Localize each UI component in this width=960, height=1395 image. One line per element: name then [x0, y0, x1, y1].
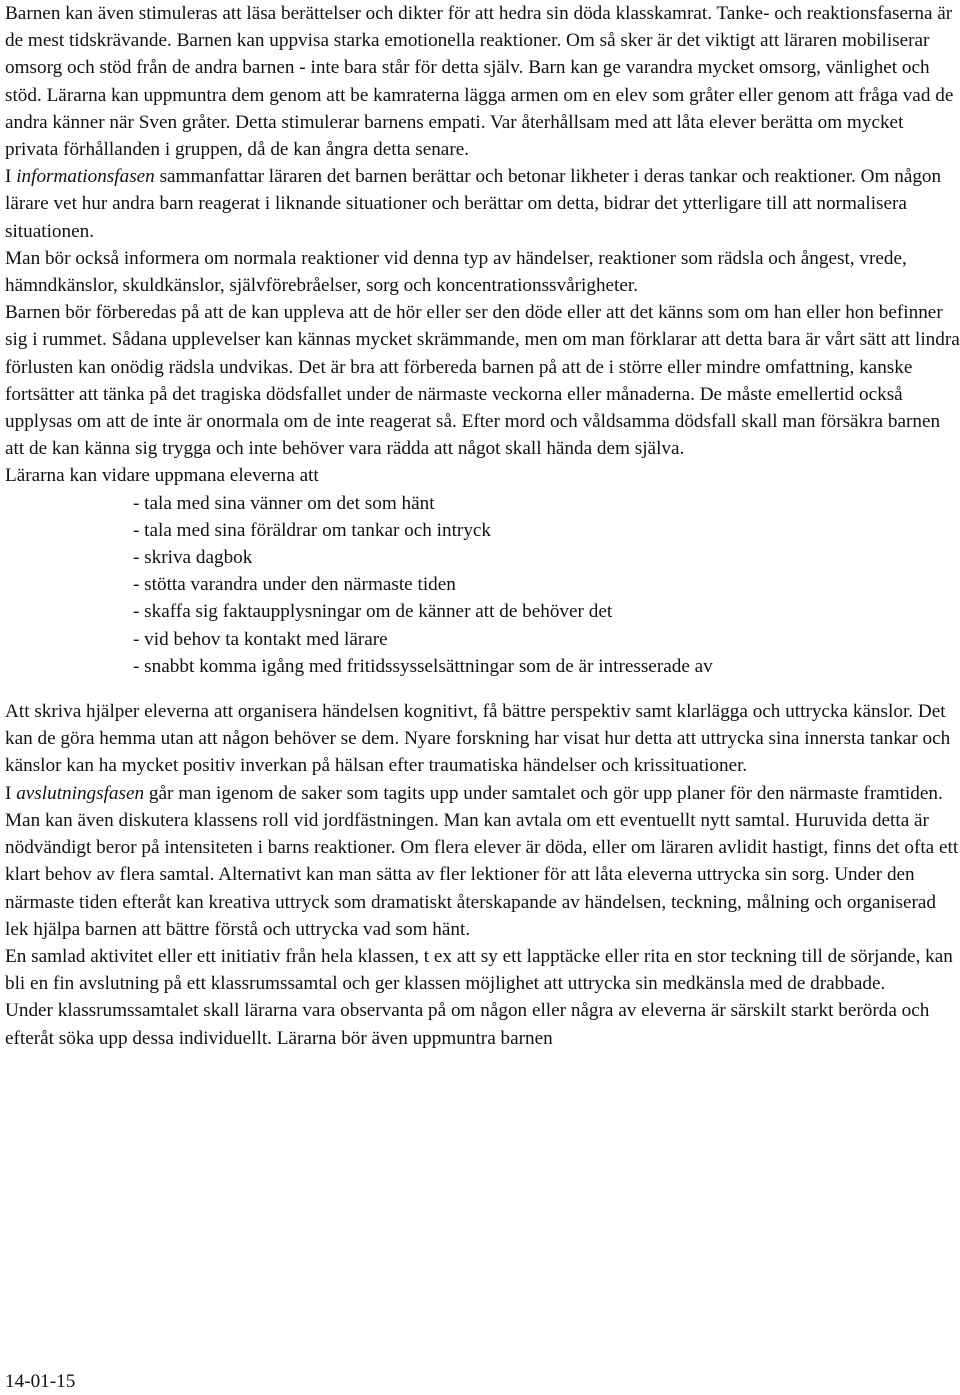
paragraph-class-activity: En samlad aktivitet eller ett initiativ från hela klassen, t ex att sy ett lapptäcke eller rita en stor teckning till de sörjande, kan bli en fin avslutning på ett klassrumssamtal och ger klassen möjlighet att uttrycka sin medkänsla med de drabbade.: [5, 945, 953, 995]
footer-date: 14-01-15: [5, 1371, 76, 1392]
paragraph-information-phase: [5, 163, 960, 245]
list-item: - skriva dagbok: [133, 547, 253, 569]
paragraph-list-intro: Lärarna kan vidare uppmana eleverna att: [5, 465, 319, 487]
term-avslutningsfasen: avslutningsfasen: [16, 782, 145, 804]
paragraph-prefix: I: [5, 782, 17, 804]
list-item: - tala med sina föräldrar om tankar och intryck: [133, 519, 492, 541]
list-item: - tala med sina vänner om det som hänt: [133, 492, 435, 514]
paragraph-body: går man igenom de saker som tagits upp under samtalet och gör upp planer för den närmaste framtiden. Man kan även diskutera klassens roll vid jordfästningen. Man kan avtala om ett eventuellt nytt samtal. Huruvida detta är nödvändigt beror på intensiteten i barns reaktioner. Om flera elever är döda, eller om läraren avlidit hastigt, finns det ofta ett klart behov av flera samtal. Alternativt kan man sätta av fler lektioner för att låta eleverna uttrycka sin sorg. Under den närmaste tiden efteråt kan kreativa uttryck som dramatiskt återskapande av händelsen, teckning, målning och organiserad lek hjälpa barnen att bättre förstå och uttrycka vad som hänt.: [5, 782, 959, 940]
paragraph-reactions: Barnen kan även stimuleras att läsa berättelser och dikter för att hedra sin döda klasskamrat. Tanke- och reaktionsfaserna är de mest tidskrävande. Barnen kan uppvisa starka emotionella reaktioner. Om så sker är det viktigt att läraren mobiliserar omsorg och stöd från de andra barnen - inte bara står för detta själv. Barn kan ge varandra mycket omsorg, vänlighet och stöd. Lärarna kan uppmuntra dem genom att be kamraterna lägga armen om en elev som gråter eller genom att fråga vad de andra känner när Sven gråter. Detta stimulerar barnens empati. Var återhållsam med att låta elever berätta om mycket privata förhållanden i gruppen, då de kan ångra detta senare.: [5, 3, 954, 161]
list-item: - stötta varandra under den närmaste tiden: [133, 574, 456, 596]
advice-list: [5, 490, 960, 680]
list-item: - skaffa sig faktaupplysningar om de känner att de behöver det: [133, 601, 613, 623]
paragraph-closing-phase: [5, 780, 960, 943]
paragraph-normal-reactions: Man bör också informera om normala reaktioner vid denna typ av händelser, reaktioner som rädsla och ångest, vrede, hämndkänslor, skuldkänslor, självförebråelser, sorg och koncentrationssvårigheter.: [5, 247, 907, 297]
paragraph-writing: Att skriva hjälper eleverna att organisera händelsen kognitivt, få bättre perspektiv samt klarlägga och uttrycka känslor. Det kan de göra hemma utan att någon behöver se dem. Nyare forskning har visat hur detta att uttrycka sina innersta tankar och känslor kan ha mycket positiv inverkan på hälsan efter traumatiska händelser och krissituationer.: [5, 701, 951, 777]
paragraph-preparation: Barnen bör förberedas på att de kan uppleva att de hör eller ser den döde eller att det känns som om han eller hon befinner sig i rummet. Sådana upplevelser kan kännas mycket skrämmande, men om man förklarar att detta bara är vårt sätt att lindra förlusten kan onödig rädsla undvikas. Det är bra att förbereda barnen på att de i större eller mindre omfattning, kanske fortsätter att tänka på det tragiska dödsfallet under de närmaste veckorna eller månaderna. De måste emellertid också upplysas om att de inte är onormala om de inte reagerat så. Efter mord och våldsamma dödsfall skall man försäkra barnen att de kan känna sig trygga och inte behöver vara rädda att något skall hända dem själva.: [5, 302, 960, 460]
list-item: - vid behov ta kontakt med lärare: [133, 628, 388, 650]
list-item: - snabbt komma igång med fritidssysselsättningar som de är intresserade av: [133, 655, 713, 677]
document-page: [5, 0, 960, 1052]
paragraph-prefix: I: [5, 166, 17, 188]
term-informationsfasen: informationsfasen: [16, 166, 155, 188]
paragraph-body: sammanfattar läraren det barnen berättar och betonar likheter i deras tankar och reaktioner. Om någon lärare vet hur andra barn reagerat i liknande situationer och berättar om detta, bidrar det ytterligare till att normalisera situationen.: [5, 166, 942, 242]
paragraph-observation: Under klassrumssamtalet skall lärarna vara observanta på om någon eller några av eleverna är särskilt starkt berörda och efteråt söka upp dessa individuellt. Lärarna bör även uppmuntra barnen: [5, 1000, 930, 1049]
